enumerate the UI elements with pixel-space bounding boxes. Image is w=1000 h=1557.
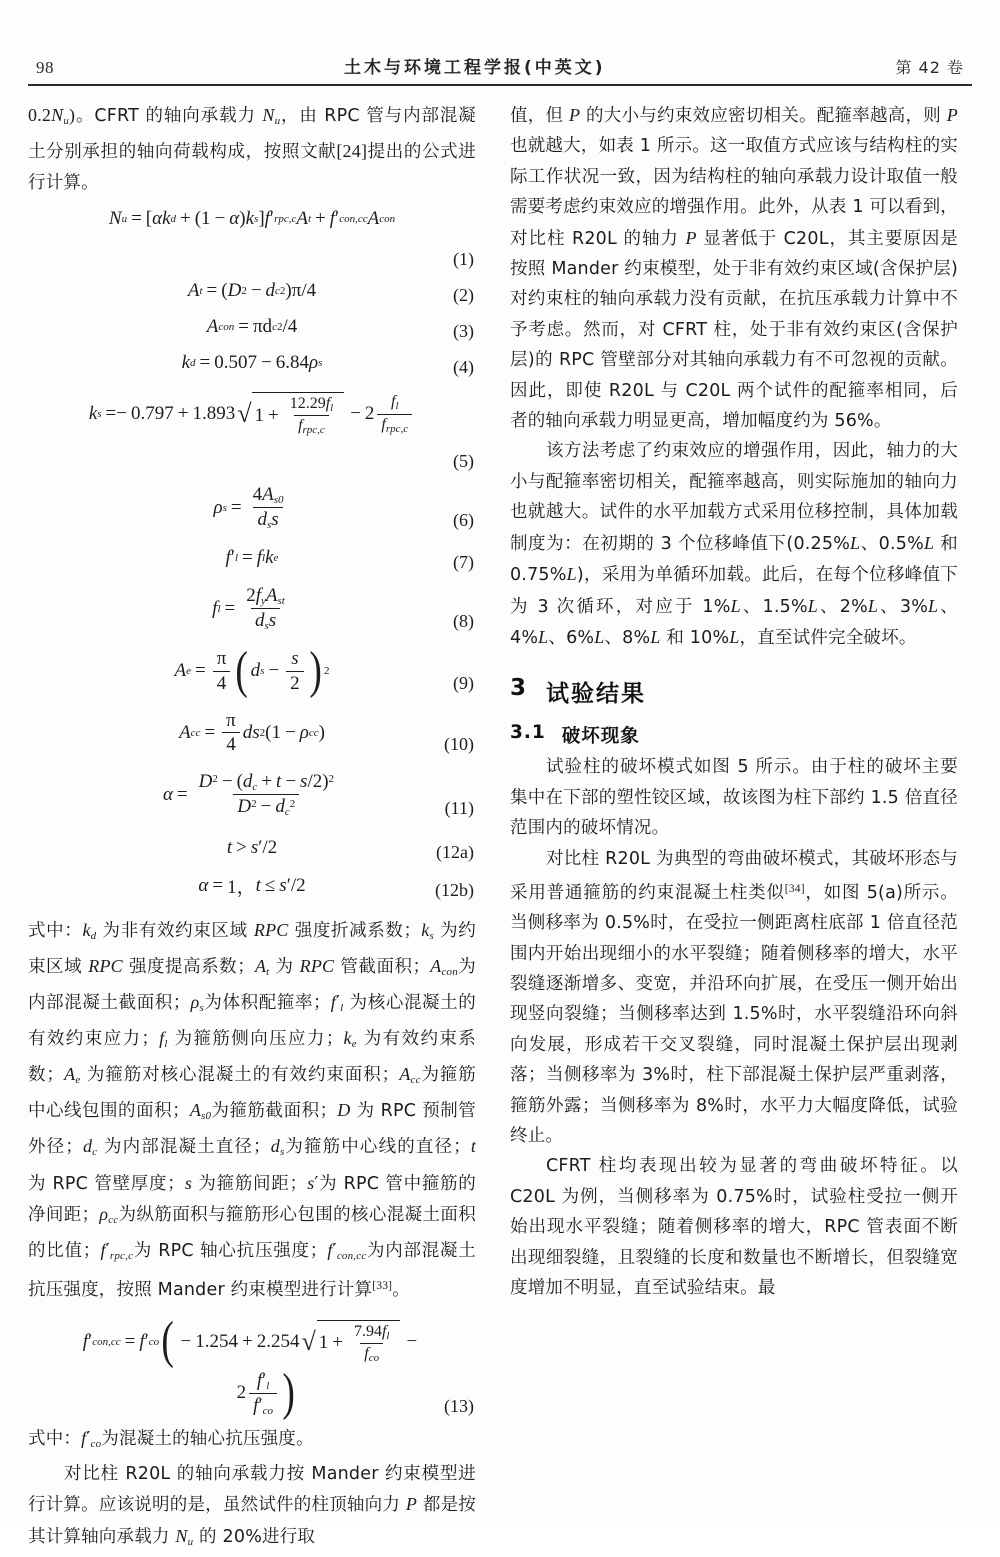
paragraph-cfrt-failure: CFRT 柱均表现出较为显著的弯曲破坏特征。以 C20L 为例，当侧移率为 0.75%时，试验柱受拉一侧开始出现水平裂缝；随着侧移率的增大，RPC 管表面不断出现细裂缝，且裂缝的长度和数量也不断增长，但裂缝宽度增加不明显，直至试验结束。最	[510, 1156, 958, 1298]
citation-34: [34]	[784, 882, 805, 895]
section-3-title: 试验结果	[546, 681, 647, 708]
equation-6-tag: (6)	[453, 510, 474, 531]
equation-13-line2: 2 $\frac{f'_l}{f'_{co}}$ ) (13)	[236, 1363, 474, 1421]
equation-11-tag: (11)	[444, 797, 474, 818]
journal-title: 土木与环境工程学报(中英文)	[343, 58, 606, 78]
equation-3: A con = πd c 2 /4 (3)	[206, 315, 474, 341]
equation-13-line1: f ′ con,cc = f ′ co ( − 1.254 + 2.254 √ 1 + $\frac{7.94f_l}{f_{co}}$ −	[82, 1312, 418, 1370]
equation-2: A t = ( D 2 − d c 2 )π/4 (2)	[187, 279, 474, 305]
equation-12b-tag: (12b)	[435, 879, 474, 900]
equation-9-tag: (9)	[453, 672, 474, 693]
two-column-body	[28, 100, 972, 1548]
paragraph-r20l-failure: 对比柱 R20L 为典型的弯曲破坏模式，其破坏形态与采用普通箍筋的约束混凝土柱类似[34]，如图 5(a)所示。当侧移率为 0.5%时，在受拉一侧距离柱底部 1 倍直径范围内开始出现细小的水平裂缝；随着侧移率的增大，水平裂缝逐渐增多、变宽，并沿环向扩展，在受压一侧开始出现竖向裂缝；当侧移率达到 1.5%时，水平裂缝沿环向斜向发展，形成若干交叉裂缝，同时混凝土保护层出现剥落；当侧移率为 3%时，柱下部混凝土保护层严重剥落，箍筋外露；当侧移率为 8%时，水平力大幅度降低，试验终止。	[510, 848, 958, 1146]
equation-12a-tag: (12a)	[436, 841, 474, 862]
equation-13-tag: (13)	[444, 1395, 474, 1416]
paragraph-intro: $0.2N_u$)。CFRT 的轴向承载力 $N_u$，由 RPC 管与内部混凝土分别承担的轴向荷载构成，按照文献[24]提出的公式进行计算。	[28, 105, 476, 193]
equation-12b: α = 1， t ≤ s ′/2 (12b)	[198, 874, 474, 900]
section-heading-3	[510, 675, 958, 708]
equation-13-note: 式中：$f'_{co}$为混凝土的轴心抗压强度。	[28, 1427, 314, 1450]
running-head	[36, 44, 964, 78]
equation-5: k s =− 0.797 + 1.893 √ 1 + $\frac{12.29f_l}{f_{rpc,c}}$ − 2 $\frac{f_l}{f_{rpc,c}}$	[28, 392, 476, 436]
header-rule	[28, 84, 972, 86]
equation-7-tag: (7)	[453, 552, 474, 573]
equation-5-tag: (5)	[453, 451, 474, 472]
right-column	[510, 100, 958, 1513]
left-column	[28, 100, 477, 1548]
equation-1-tag: (1)	[453, 248, 474, 269]
equation-8-tag: (8)	[453, 611, 474, 632]
nomenclature-paragraph: 式中：$k_d$ 为非有效约束区域 RPC 强度折减系数；$k_s$ 为约束区域 RPC 强度提高系数；$A_t$ 为 RPC 管截面积；$A_{con}$为内部混凝土截面积；$\rho_s$为体积配箍率；$f'_l$ 为核心混凝土的有效约束应力；$f_l$ 为箍筋侧向压应力；$k_e$ 为有效约束系数；$A_e$ 为箍筋对核心混凝土的有效约束面积；$A_{cc}$为箍筋中心线包围的面积；$A_{s0}$为箍筋截面积；D 为 RPC 预制管外径；$d_c$ 为内部混凝土直径；$d_s$为箍筋中心线的直径；t 为 RPC 管壁厚度；s 为箍筋间距；s′为 RPC 管中箍筋的净间距；$\rho_{cc}$为纵筋面积与箍筋形心包围的核心混凝土面积的比值；$f'_{rpc,c}$为 RPC 轴心抗压强度；$f'_{con,cc}$为内部混凝土抗压强度，按照 Mander 约束模型进行计算[33]。	[28, 919, 477, 1301]
equation-12a: t > s ′/2 (12a)	[226, 836, 474, 862]
equation-4-tag: (4)	[453, 356, 474, 377]
equation-4: k d = 0.507 − 6.84 ρ s (4)	[181, 351, 474, 377]
section-3-number: 3	[510, 675, 529, 702]
equation-9: A e = $\frac{\pi}{4}$ ( d s − $\frac{s}{2}$ ) 2 (9)	[174, 641, 474, 699]
paragraph-axial-force: 值，但 P 的大小与约束效应密切相关。配箍率越高，则 P 也就越大，如表 1 所示。这一取值方式应该与结构柱的实际工作状况一致，因为结构柱的轴向承载力设计取值一般需要考虑约束效应的增强作用。此外，从表 1 可以看到，对比柱 R20L 的轴力 P 显著低于 C20L，其主要原因是按照 Mander 约束模型，处于非有效约束区域(含保护层)对约束柱的轴向承载力没有贡献，在抗压承载力计算中不予考虑。然而，对 CFRT 柱，处于非有效约束区(含保护层)的 RPC 管壁部分对其轴向承载力有不可忽视的贡献。因此，即使 R20L 与 C20L 两个试件的配箍率相同，后者的轴向承载力明显更高，增加幅度约为 56%。	[510, 105, 959, 432]
equation-8: f l = $\frac{2f_yA_{st}}{d_ss}$ (8)	[212, 585, 474, 633]
section-3-1-title: 破坏现象	[561, 726, 640, 748]
equation-11: α = $\frac{D^2 - (d_c + t - s/2)^2}{D^2 - d_c^2}$ (11)	[162, 771, 474, 819]
equation-6: ρ s = $\frac{4A_{s0}}{d_ss}$ (6)	[213, 484, 474, 531]
equation-3-tag: (3)	[453, 320, 474, 341]
equation-2-tag: (2)	[453, 284, 474, 305]
paragraph-mander-calc: 对比柱 R20L 的轴向承载力按 Mander 约束模型进行计算。应该说明的是，虽然试件的柱顶轴向力 P 都是按其计算轴向承载力 $N_u$ 的 20%进行取	[28, 1463, 476, 1548]
equation-1: N u = [ αk d + (1 − α ) k s ] f ′ rpc,c A t + f ′ con,cc A con	[108, 207, 396, 229]
volume-label: 第 42 卷	[895, 58, 964, 77]
paragraph-loading-protocol: 该方法考虑了约束效应的增强作用，因此，轴力的大小与配箍率密切相关，配箍率越高，则实际施加的轴向力也就越大。试件的水平加载方式采用位移控制，具体加载制度为：在初期的 3 个位移峰值下(0.25%L、0.5%L 和 0.75%L)，采用为单循环加载。此后，在每个位移峰值下为 3 次循环，对应于 1%L、1.5%L、2%L、3%L、4%L、6%L、8%L 和 10%L，直至试件完全破坏。	[510, 441, 958, 648]
paragraph-failure-mode: 试验柱的破坏模式如图 5 所示。由于柱的破坏主要集中在下部的塑性铰区域，故该图为柱下部约 1.5 倍直径范围内的破坏情况。	[510, 757, 958, 839]
equation-10-tag: (10)	[444, 734, 474, 755]
section-heading-3-1	[510, 722, 958, 748]
equation-7: f ′ l = f l k e (7)	[225, 547, 474, 573]
equation-10: A cc = $\frac{\pi}{4}$ ds 2 (1 − ρ cc ) (10)	[179, 709, 474, 756]
page-folio: 98	[36, 58, 54, 77]
citation-33: [33]	[372, 1280, 393, 1293]
section-3-1-number: 3.1	[510, 722, 546, 744]
